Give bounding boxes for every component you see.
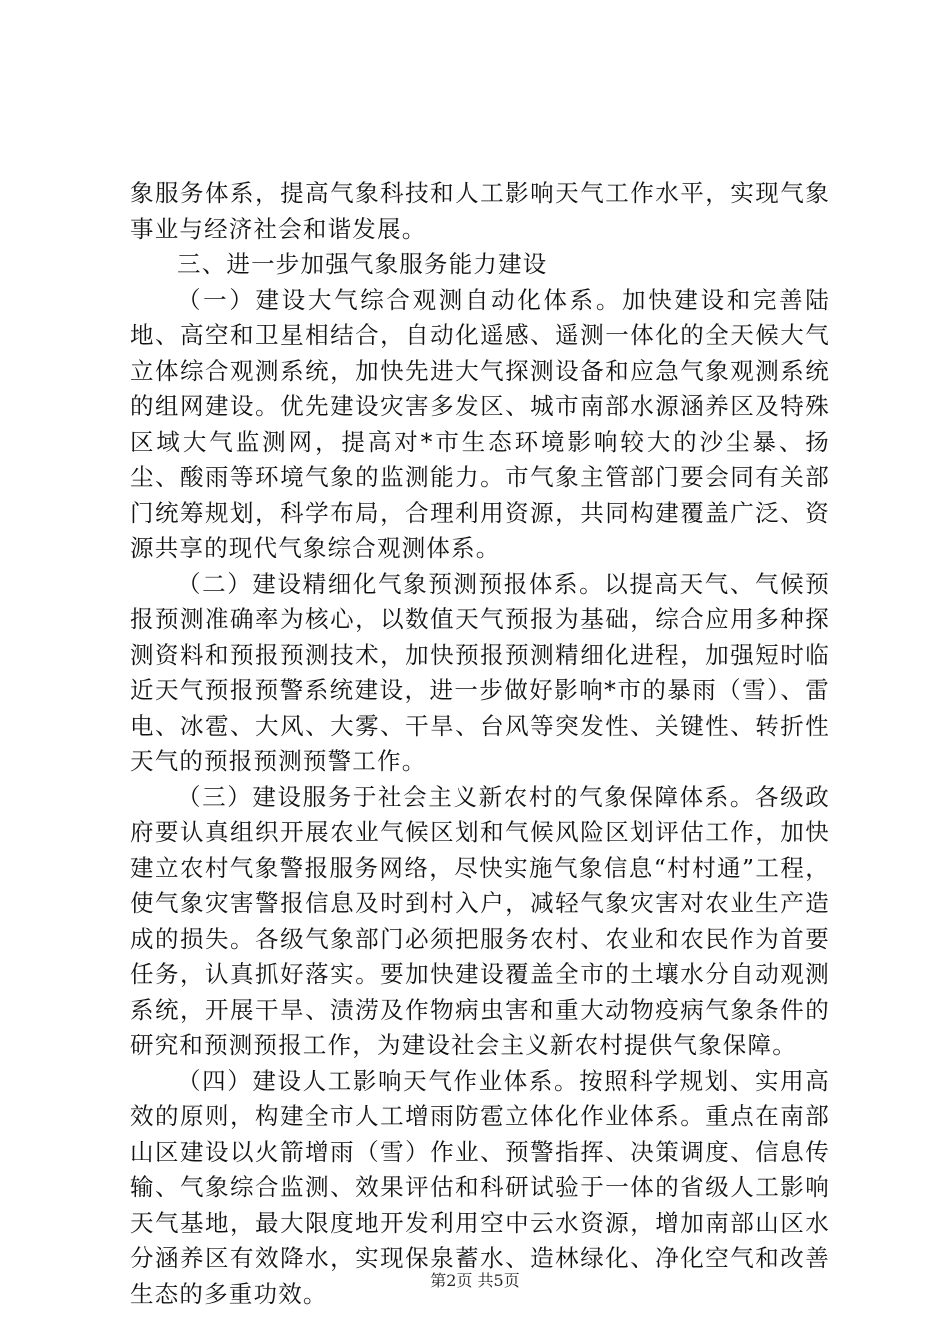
document-body: [130, 176, 830, 1312]
paragraph-item-2: （二）建设精细化气象预测预报体系。以提高天气、气候预报预测准确率为核心，以数值天气预报为基础，综合应用多种探测资料和预报预测技术，加快预报预测精细化进程，加强短时临近天气预报预警系统建设，进一步做好影响*市的暴雨（雪）、雷电、冰雹、大风、大雾、干旱、台风等突发性、关键性、转折性天气的预报预测预警工作。: [130, 569, 830, 775]
paragraph-item-1: （一）建设大气综合观测自动化体系。加快建设和完善陆地、高空和卫星相结合，自动化遥感、遥测一体化的全天候大气立体综合观测系统，加快先进大气探测设备和应急气象观测系统的组网建设。优先建设灾害多发区、城市南部水源涵养区及特殊区域大气监测网，提高对*市生态环境影响较大的沙尘暴、扬尘、酸雨等环境气象的监测能力。市气象主管部门要会同有关部门统筹规划，科学布局，合理利用资源，共同构建覆盖广泛、资源共享的现代气象综合观测体系。: [130, 285, 830, 562]
paragraph-item-3: （三）建设服务于社会主义新农村的气象保障体系。各级政府要认真组织开展农业气候区划和气候风险区划评估工作，加快建立农村气象警报服务网络，尽快实施气象信息“村村通”工程，使气象灾害警报信息及时到村入户，减轻气象灾害对农业生产造成的损失。各级气象部门必须把服务农村、农业和农民作为首要任务，认真抓好落实。要加快建设覆盖全市的土壤水分自动观测系统，开展干旱、渍涝及作物病虫害和重大动物疫病气象条件的研究和预测预报工作，为建设社会主义新农村提供气象保障。: [130, 782, 830, 1059]
page-number-footer: 第2页 共5页: [430, 1271, 520, 1290]
paragraph-continuation: 象服务体系，提高气象科技和人工影响天气工作水平，实现气象事业与经济社会和谐发展。: [130, 179, 830, 243]
paragraph-item-4: （四）建设人工影响天气作业体系。按照科学规划、实用高效的原则，构建全市人工增雨防雹立体化作业体系。重点在南部山区建设以火箭增雨（雪）作业、预警指挥、决策调度、信息传输、气象综合监测、效果评估和科研试验于一体的省级人工影响天气基地，最大限度地开发利用空中云水资源，增加南部山区水分涵养区有效降水，实现保泉蓄水、造林绿化、净化空气和改善生态的多重功效。: [130, 1066, 830, 1308]
section-heading: 三、进一步加强气象服务能力建设: [177, 250, 548, 278]
